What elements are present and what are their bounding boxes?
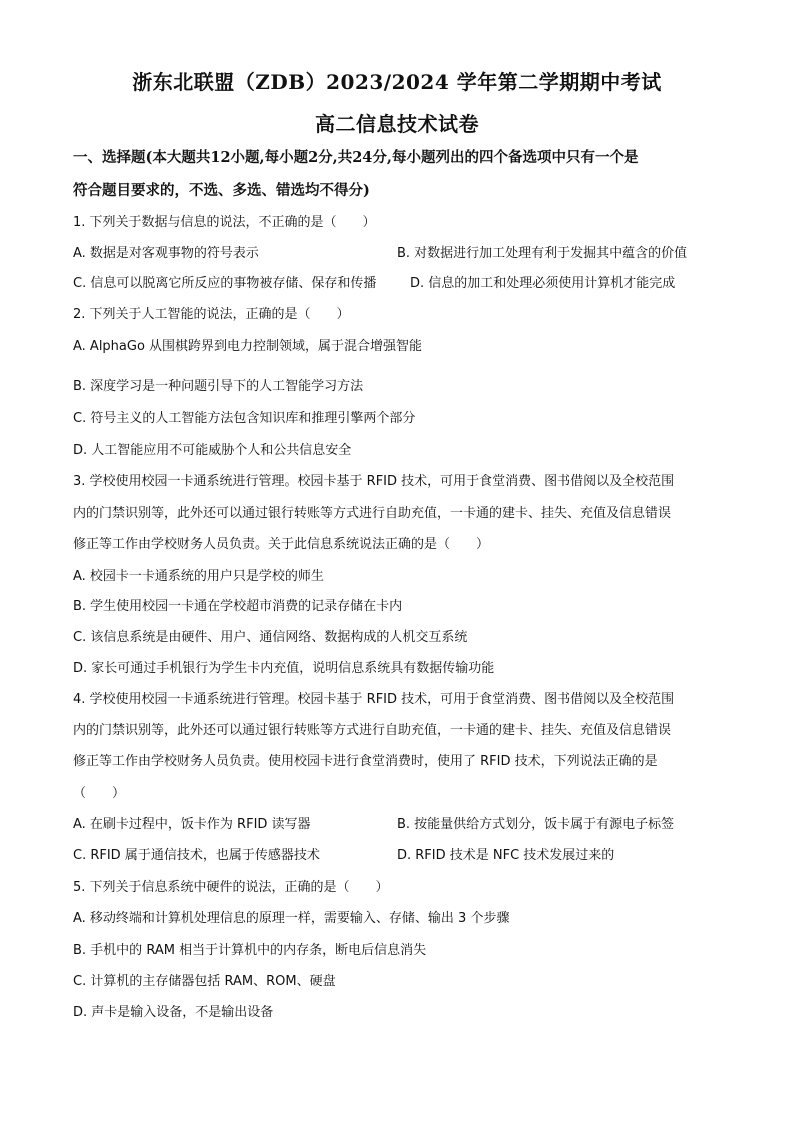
q1-stem: 1. 下列关于数据与信息的说法，不正确的是（ ） (73, 215, 376, 230)
q1-option-b: B. 对数据进行加工处理有利于发掘其中蕴含的价值 (397, 246, 688, 261)
q2-stem: 2. 下列关于人工智能的说法，正确的是（ ） (73, 307, 350, 322)
q5-option-a: A. 移动终端和计算机处理信息的原理一样，需要输入、存储、输出 3 个步骤 (73, 911, 510, 926)
q5-option-d: D. 声卡是输入设备，不是输出设备 (73, 1005, 274, 1020)
q3-option-c: C. 该信息系统是由硬件、用户、通信网络、数据构成的人机交互系统 (73, 630, 468, 645)
q2-option-c: C. 符号主义的人工智能方法包含知识库和推理引擎两个部分 (73, 411, 416, 426)
q2-option-a: A. AlphaGo 从围棋跨界到电力控制领域，属于混合增强智能 (73, 339, 423, 354)
q5-option-c: C. 计算机的主存储器包括 RAM、ROM、硬盘 (73, 974, 336, 989)
q4-option-d: D. RFID 技术是 NFC 技术发展过来的 (397, 848, 615, 863)
exam-subtitle: 高二信息技术试卷 (315, 112, 479, 136)
q4-option-c: C. RFID 属于通信技术，也属于传感器技术 (73, 848, 320, 863)
q4-option-b: B. 按能量供给方式划分，饭卡属于有源电子标签 (397, 817, 675, 832)
section-heading-line2: 符合题目要求的，不选、多选、错选均不得分) (73, 182, 370, 199)
exam-title: 浙东北联盟（ZDB）2023/2024 学年第二学期期中考试 (132, 70, 662, 94)
q3-option-d: D. 家长可通过手机银行为学生卡内充值，说明信息系统具有数据传输功能 (73, 661, 495, 676)
q4-stem-line1: 4. 学校使用校园一卡通系统进行管理。校园卡基于 RFID 技术，可用于食堂消费、图书借阅以及全校范围 (73, 692, 675, 707)
q1-option-c: C. 信息可以脱离它所反应的事物被存储、保存和传播 (73, 276, 377, 291)
q3-option-b: B. 学生使用校园一卡通在学校超市消费的记录存储在卡内 (73, 599, 403, 614)
q5-option-b: B. 手机中的 RAM 相当于计算机中的内存条，断电后信息消失 (73, 943, 427, 958)
q3-option-a: A. 校园卡一卡通系统的用户只是学校的师生 (73, 569, 324, 584)
q4-stem-line2: 内的门禁识别等，此外还可以通过银行转账等方式进行自助充值，一卡通的建卡、挂失、充值及信息错误 (73, 723, 672, 738)
q3-stem-line3: 修正等工作由学校财务人员负责。关于此信息系统说法正确的是（ ） (73, 537, 490, 552)
q1-option-d: D. 信息的加工和处理必须使用计算机才能完成 (410, 276, 676, 291)
q3-stem-line2: 内的门禁识别等，此外还可以通过银行转账等方式进行自助充值，一卡通的建卡、挂失、充值及信息错误 (73, 506, 672, 521)
q4-option-a: A. 在刷卡过程中，饭卡作为 RFID 读写器 (73, 817, 311, 832)
q2-option-d: D. 人工智能应用不可能威胁个人和公共信息安全 (73, 443, 352, 458)
q2-option-b: B. 深度学习是一种问题引导下的人工智能学习方法 (73, 379, 364, 394)
q4-stem-line4: （ ） (73, 786, 126, 801)
q1-option-a: A. 数据是对客观事物的符号表示 (73, 246, 259, 261)
q3-stem-line1: 3. 学校使用校园一卡通系统进行管理。校园卡基于 RFID 技术，可用于食堂消费、图书借阅以及全校范围 (73, 474, 675, 489)
q4-stem-line3: 修正等工作由学校财务人员负责。使用校园卡进行食堂消费时，使用了 RFID 技术，下列说法正确的是 (73, 754, 658, 769)
section-heading-line1: 一、选择题(本大题共12小题,每小题2分,共24分,每小题列出的四个备选项中只有一个是 (73, 149, 639, 166)
q5-stem: 5. 下列关于信息系统中硬件的说法，正确的是（ ） (73, 880, 389, 895)
